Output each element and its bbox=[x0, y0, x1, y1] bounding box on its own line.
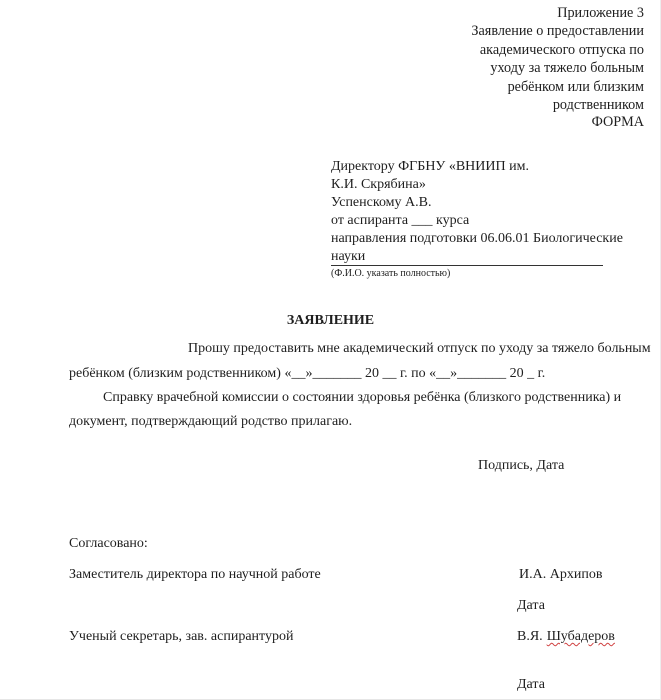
signatory-name bbox=[519, 567, 602, 583]
addressee-line: К.И. Скрябина» bbox=[331, 177, 426, 192]
signatory-position: Ученый секретарь, зав. аспирантурой bbox=[69, 629, 294, 644]
signatory-initials: И.А. bbox=[519, 567, 547, 582]
annex-title-line: Заявление о предоставлении bbox=[471, 23, 644, 40]
signatory-date-label: Дата bbox=[517, 677, 545, 692]
study-direction-line: направления подготовки 06.06.01 Биологические bbox=[331, 231, 623, 246]
approval-heading: Согласовано: bbox=[69, 536, 148, 551]
annex-title-line: академического отпуска по bbox=[479, 41, 644, 58]
form-label: ФОРМА bbox=[591, 114, 644, 130]
paragraph-1-line-2: ребёнком (близким родственником) «__»_______ 20 __ г. по «__»_______ 20 _ г. bbox=[69, 366, 546, 381]
annex-title-line: ребёнком или близким bbox=[507, 78, 644, 95]
application-title: ЗАЯВЛЕНИЕ bbox=[286, 313, 375, 328]
signatory-surname: Шубадеров bbox=[546, 629, 615, 644]
paragraph-1-line-1: Прошу предоставить мне академический отпуск по уходу за тяжело больным bbox=[188, 341, 651, 356]
signatory-surname: Архипов bbox=[549, 567, 603, 582]
addressee-block bbox=[331, 158, 623, 266]
addressee-line: Успенскому А.В. bbox=[331, 195, 432, 210]
signatory-initials: В.Я. bbox=[517, 629, 543, 644]
fio-blank-line bbox=[331, 265, 603, 266]
study-direction-line: науки bbox=[331, 249, 366, 264]
signatory-position: Заместитель директора по научной работе bbox=[69, 567, 321, 582]
addressee-line: Директору ФГБНУ «ВНИИП им. bbox=[331, 159, 529, 174]
annex-title-line: родственником bbox=[552, 97, 644, 114]
fio-caption: (Ф.И.О. указать полностью) bbox=[331, 268, 451, 279]
signature-date-label: Подпись, Дата bbox=[478, 458, 565, 473]
paragraph-2-line-1: Справку врачебной комиссии о состоянии здоровья ребёнка (близкого родственника) и bbox=[103, 390, 622, 405]
annex-number: Приложение 3 bbox=[557, 5, 644, 21]
applicant-course-line: от аспиранта ___ курса bbox=[331, 213, 470, 228]
annex-header bbox=[471, 4, 644, 114]
paragraph-2-line-2: документ, подтверждающий родство прилагаю. bbox=[69, 414, 353, 429]
signatory-date-label: Дата bbox=[517, 598, 545, 613]
annex-title-line: уходу за тяжело больным bbox=[490, 60, 644, 77]
signatory-name bbox=[517, 629, 615, 645]
